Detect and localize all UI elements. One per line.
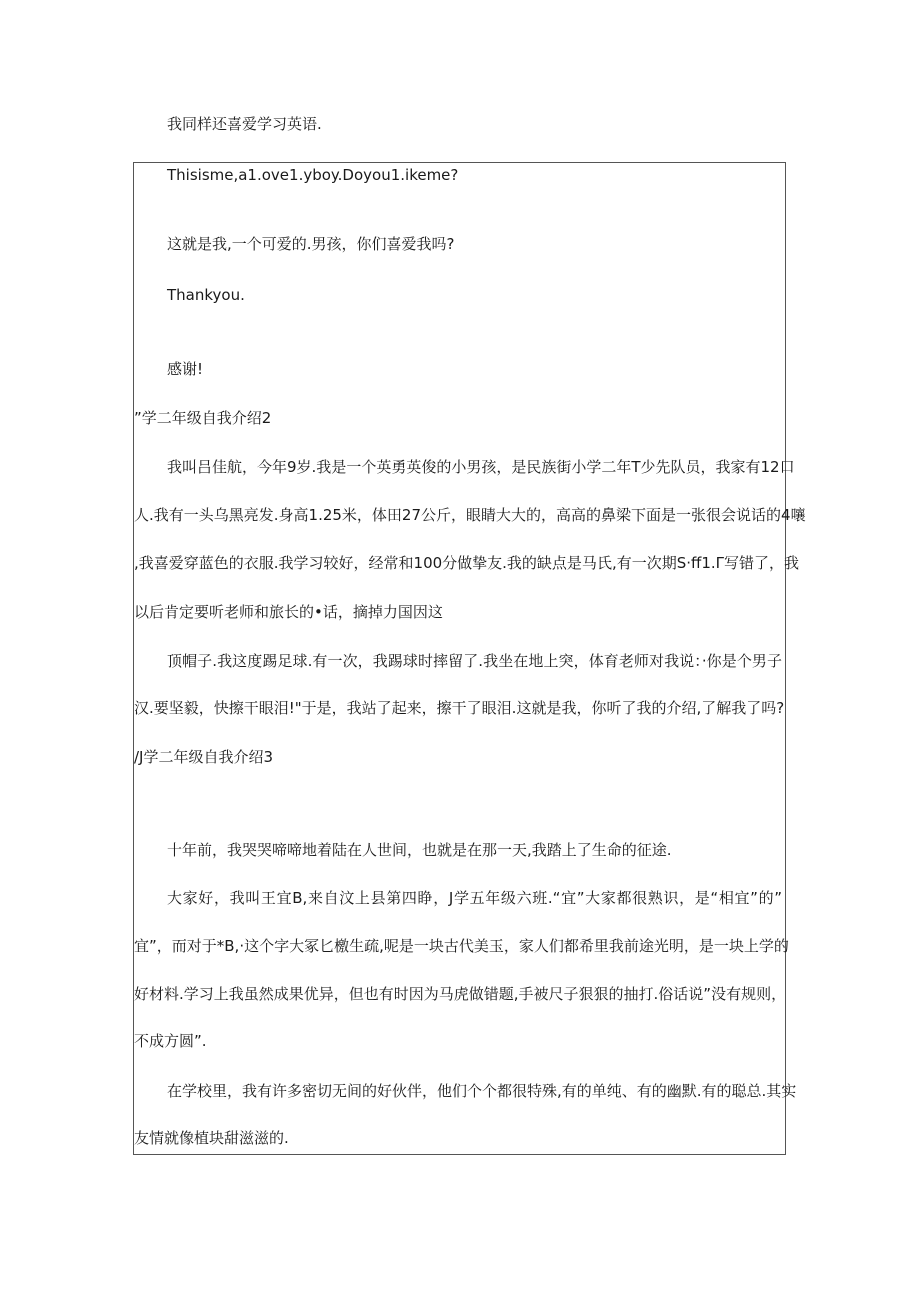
paragraph-line: 十年前，我哭哭啼啼地着陆在人世间，也就是在那一天,我踏上了生命的征途. [167,841,672,859]
paragraph-line: 大家好，我叫王宜B,来自汶上县第四睁，J学五年级六班.“宜”大家都很熟识，是“相宜”的” [167,889,782,907]
paragraph-line: 不成方圆”. [134,1032,207,1050]
paragraph-line: 好材料.学习上我虽然成果优异，但也有时因为马虎做错题,手被尺子狠狠的抽打.俗话说”没有规则， [134,985,787,1003]
paragraph-line: ,我喜爱穿蓝色的衣服.我学习较好，经常和100分做挚友.我的缺点是马氏,有一次期S·ff1.Γ写错了，我 [134,554,799,572]
section-heading-2: ”学二年级自我介绍2 [134,409,272,427]
thanks-english: Thankyou. [167,286,245,304]
section-heading-3: /J学二年级自我介绍3 [134,748,274,766]
english-intro-line: Thisisme,a1.ove1.yboy.Doyou1.ikeme? [167,166,459,184]
paragraph-line: 汉.要坚毅，快擦干眼泪!"于是，我站了起来，擦干了眼泪.这就是我，你听了我的介绍,了解我了吗? [134,699,785,717]
intro-line: 我同样还喜爱学习英语. [167,115,322,133]
chinese-intro-line: 这就是我,一个可爱的.男孩，你们喜爱我吗? [167,235,455,253]
paragraph-line: 我叫吕佳航，今年9岁.我是一个英勇英俊的小男孩，是民族街小学二年T少先队员，我家有12口 [167,458,795,476]
paragraph-line: 在学校里，我有许多密切无间的好伙伴，他们个个都很特殊,有的单纯、有的幽默.有的聪总.其实 [167,1082,797,1100]
thanks-chinese: 感谢! [167,360,204,378]
paragraph-line: 顶帽子.我这度踢足球.有一次，我踢球时摔留了.我坐在地上突，体育老师对我说：·你是个男子 [167,652,782,670]
paragraph-line: 以后肯定要听老师和旅长的•话，摘掉力国因这 [134,603,443,621]
paragraph-line: 人.我有一头乌黑亮发.身高1.25米，体田27公斤，眼睛大大的，高高的鼻梁下面是一张很会说话的4嚷 [134,506,806,524]
content-frame [133,162,806,1155]
paragraph-line: 宜”，而对于*B,·这个字大冢匕檄生疏,呢是一块古代美玉，家人们都希里我前途光明，是一块上学的 [134,937,789,955]
paragraph-line: 友情就像植块甜滋滋的. [134,1129,289,1147]
